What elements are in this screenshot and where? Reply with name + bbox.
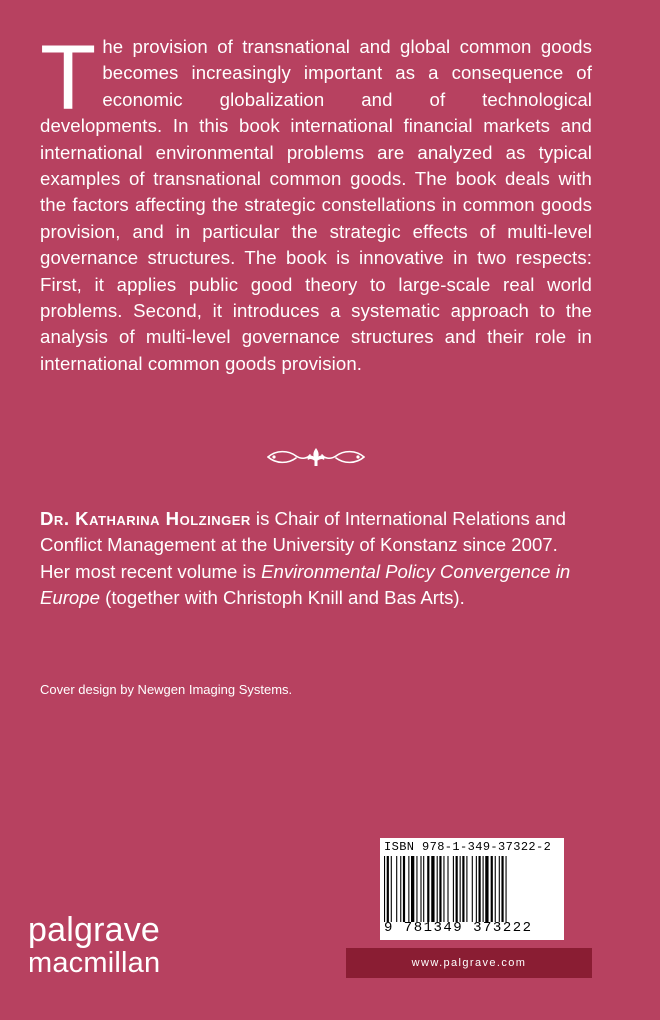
isbn-digits: 9 781349 373222 — [384, 920, 533, 936]
website-bar: www.palgrave.com — [346, 948, 592, 978]
bio-text-2: (together with Christoph Knill and Bas Arts). — [99, 587, 465, 609]
cover-credit: Cover design by Newgen Imaging Systems. — [40, 682, 293, 697]
blurb-text: he provision of transnational and global common goods becomes increasingly important as a consequence of economic globalization and of technological developments. In this book international financial markets and international environmental problems are analyzed as typical examples of transnational common goods. The book deals with the factors affecting the strategic constellations in common goods provision, and in particular the strategic effects of multi-level governance structures. The book is innovative in two respects: First, it applies public good theory to large-scale real world problems. Second, it introduces a systematic approach to the analysis of multi-level governance structures and their role in international common goods provision. — [40, 36, 592, 374]
back-cover-blurb — [40, 27, 592, 377]
book-title: Environmental Policy Convergence in Europe — [40, 560, 571, 609]
drop-cap: T — [40, 27, 97, 129]
publisher-line2: macmillan — [28, 947, 161, 979]
author-bio — [40, 506, 592, 612]
bio-text-1: is Chair of International Relations and Conflict Management at the University of Konstanz since 2007. Her most recent volume is — [40, 508, 567, 582]
isbn-label: ISBN 978-1-349-37322-2 — [384, 840, 552, 854]
barcode-icon — [384, 856, 560, 922]
ornament-divider-icon — [266, 446, 366, 468]
barcode-box — [380, 838, 564, 940]
publisher-logo — [28, 911, 161, 980]
publisher-line1: palgrave — [28, 911, 161, 949]
author-name: Dr. Katharina Holzinger — [40, 508, 251, 529]
